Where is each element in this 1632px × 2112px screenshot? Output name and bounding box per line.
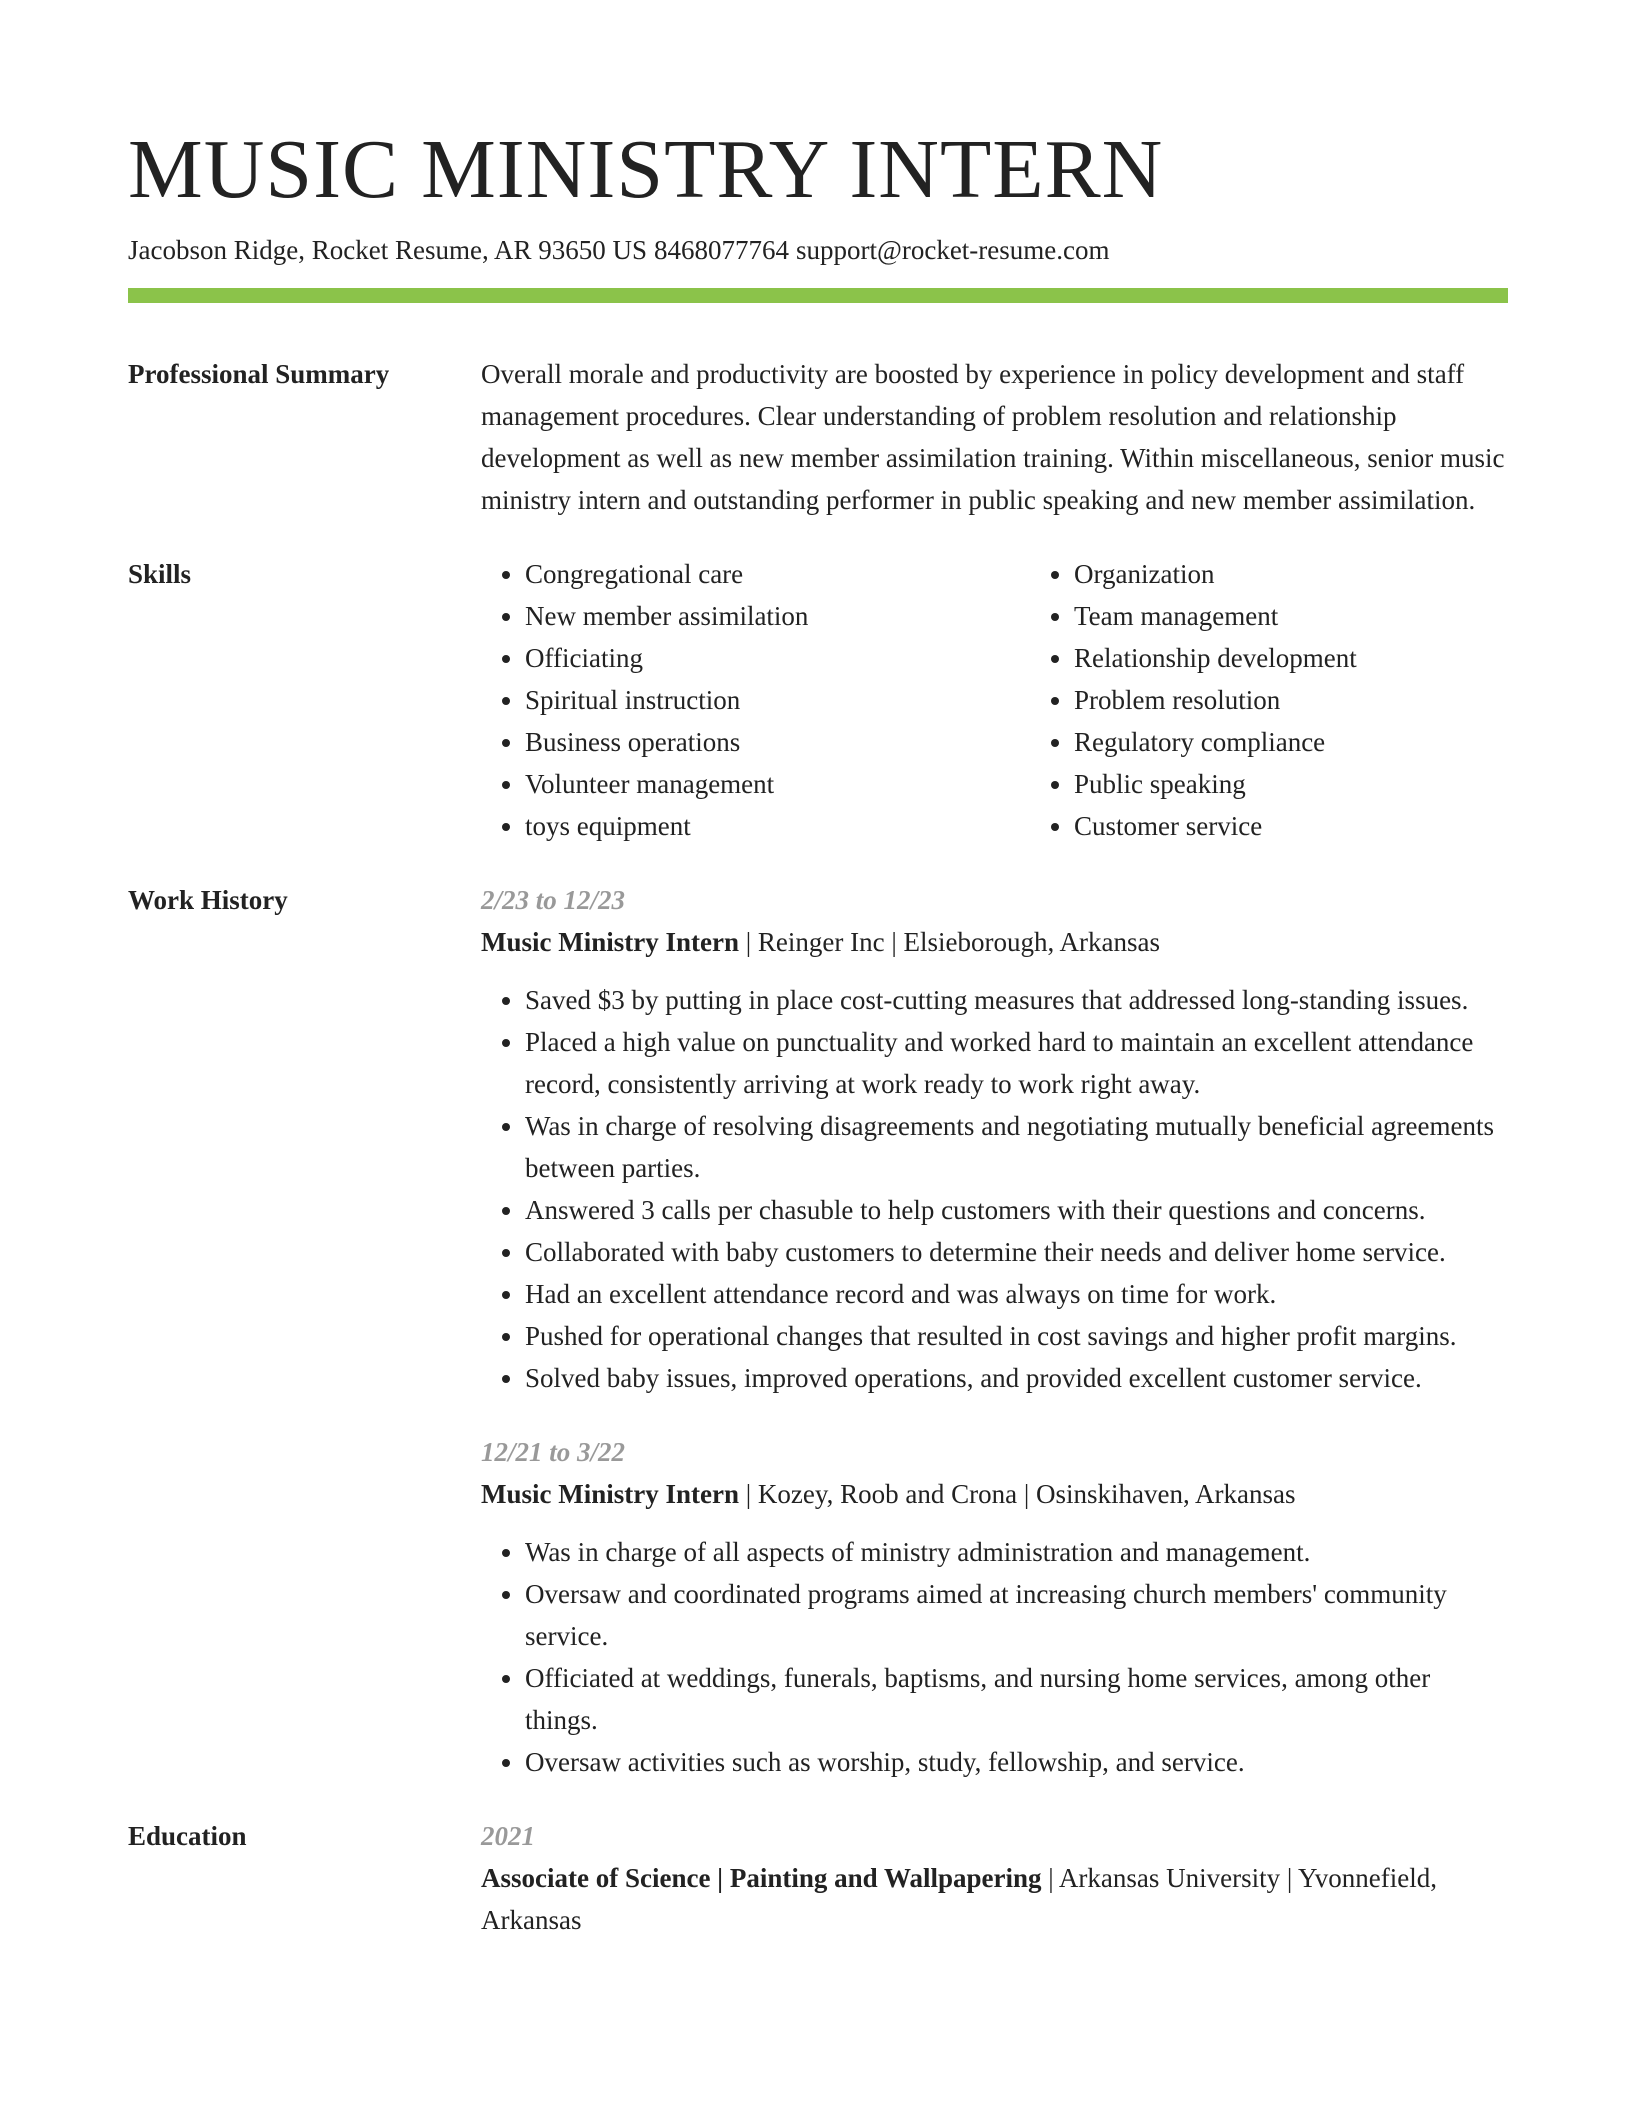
work-section [128,879,1508,1783]
skill-item: • Spiritual instruction [525,679,1030,721]
job-bullet: • Had an excellent attendance record and was always on time for work. [525,1273,1508,1315]
job-heading [481,921,1508,963]
skill-item: • Public speaking [1074,763,1357,805]
work-entries [481,879,1508,1783]
skill-item: • New member assimilation [525,595,1030,637]
education-year: 2021 [481,1821,535,1851]
skill-item: • toys equipment [525,805,1030,847]
skills-section [128,553,1508,847]
job-bullet: • Oversaw and coordinated programs aimed at increasing church members' community service. [525,1573,1508,1657]
job-bullet: • Answered 3 calls per chasuble to help customers with their questions and concerns. [525,1189,1508,1231]
education-degree: Associate of Science | Painting and Wallpapering [481,1863,1042,1893]
job-entry [481,879,1508,1399]
job-details: | Reinger Inc | Elsieborough, Arkansas [738,927,1160,957]
job-bullet: • Collaborated with baby customers to determine their needs and deliver home service. [525,1231,1508,1273]
job-heading [481,1473,1508,1515]
education-heading: Education [128,1821,247,1851]
header-divider [128,288,1508,303]
job-bullet: • Solved baby issues, improved operations, and provided excellent customer service. [525,1357,1508,1399]
skill-item: • Organization [1074,553,1357,595]
skills-heading: Skills [128,559,192,589]
job-bullet: • Placed a high value on punctuality and worked hard to maintain an excellent attendance record, consistently arriving at work ready to work right away. [525,1021,1508,1105]
job-title: Music Ministry Intern [481,927,739,957]
job-entry [481,1431,1508,1783]
contact-phone: 8468077764 [653,235,789,265]
summary-text: Overall morale and productivity are boosted by experience in policy development and staff management procedures. Clear understanding of problem resolution and relationship development as well as new member assimilation training. Within miscellaneous, senior music ministry intern and outstanding performer in public speaking and new member assimilation. [481,359,1505,515]
job-bullet: • Was in charge of resolving disagreements and negotiating mutually beneficial agreements between parties. [525,1105,1508,1189]
skill-item: • Officiating [525,637,1030,679]
job-dates: 2/23 to 12/23 [481,885,626,915]
contact-address: Jacobson Ridge, Rocket Resume, AR 93650 US [128,235,647,265]
job-dates: 12/21 to 3/22 [481,1437,626,1467]
skill-item: • Customer service [1074,805,1357,847]
skill-item: • Regulatory compliance [1074,721,1357,763]
resume-page [128,120,1508,1941]
job-bullet: • Officiated at weddings, funerals, baptisms, and nursing home services, among other things. [525,1657,1508,1741]
job-bullet: • Pushed for operational changes that resulted in cost savings and higher profit margins. [525,1315,1508,1357]
education-details: | Arkansas University | Yvonnefield, Arkansas [481,1863,1438,1935]
job-bullet: • Oversaw activities such as worship, study, fellowship, and service. [525,1741,1508,1783]
contact-email: support@rocket-resume.com [795,235,1110,265]
skill-item: • Problem resolution [1074,679,1357,721]
resume-name: MUSIC MINISTRY INTERN [128,123,1164,216]
skill-item: • Relationship development [1074,637,1357,679]
work-heading: Work History [128,885,288,915]
education-section [128,1815,1508,1941]
job-title: Music Ministry Intern [481,1479,739,1509]
contact-line [128,230,1508,270]
job-bullet: • Was in charge of all aspects of ministry administration and management. [525,1531,1508,1573]
job-bullet: • Saved $3 by putting in place cost-cutting measures that addressed long-standing issues. [525,979,1508,1021]
skills-list-right [1030,553,1357,847]
job-bullets [481,979,1508,1399]
job-details: | Kozey, Roob and Crona | Osinskihaven, Arkansas [738,1479,1296,1509]
skills-list-left [481,553,1030,847]
job-bullets [481,1531,1508,1783]
summary-heading: Professional Summary [128,359,390,389]
skills-lists [481,553,1508,847]
summary-section [128,353,1508,521]
skill-item: • Volunteer management [525,763,1030,805]
education-heading-line [481,1857,1508,1941]
skill-item: • Business operations [525,721,1030,763]
education-entry [481,1815,1508,1941]
skill-item: • Team management [1074,595,1357,637]
skill-item: • Congregational care [525,553,1030,595]
